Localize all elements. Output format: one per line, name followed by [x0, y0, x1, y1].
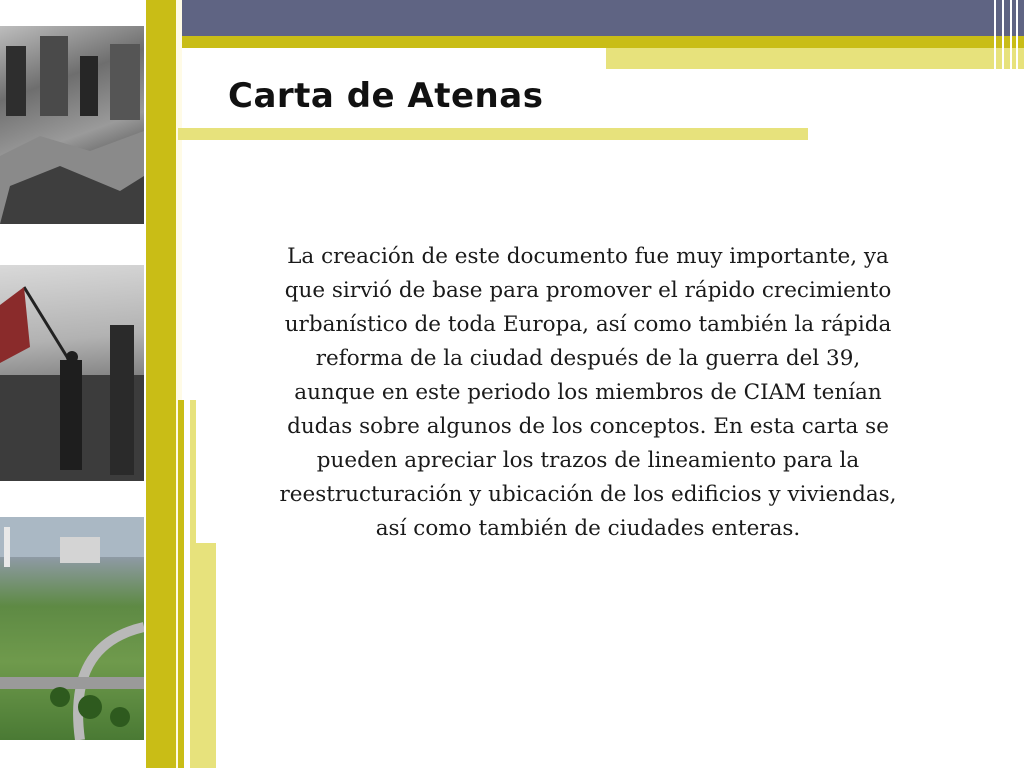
slide-body-text: La creación de este documento fue muy importante, ya que sirvió de base para promover el rápido crecimiento urbanístico de toda Europa, así como también la rápida reforma de la ciudad después de la guerra del 39, aunque en este periodo los miembros de CIAM tenían dudas sobre algunos de los conceptos. En esta carta se pueden apreciar los trazos de lineamiento para la reestructuración y ubicación de los edificios y viviendas, así como también de ciudades enteras. — [279, 244, 897, 541]
decorative-line — [1002, 0, 1004, 70]
decorative-bar — [196, 543, 216, 768]
photo-column — [0, 0, 144, 768]
top-accent-stripe — [176, 36, 1024, 48]
decorative-bar — [178, 400, 184, 768]
reichstag-flag-photo — [0, 265, 144, 481]
top-pale-stripe — [606, 48, 1024, 69]
slide-title: Carta de Atenas — [228, 76, 544, 116]
decorative-line — [1010, 0, 1012, 70]
top-bar — [176, 0, 1024, 36]
decorative-line — [1016, 0, 1018, 70]
left-accent-strip — [146, 0, 176, 768]
decorative-line — [994, 0, 996, 70]
brasilia-aerial-photo — [0, 517, 144, 740]
title-underline — [178, 128, 808, 140]
war-ruins-photo — [0, 26, 144, 224]
